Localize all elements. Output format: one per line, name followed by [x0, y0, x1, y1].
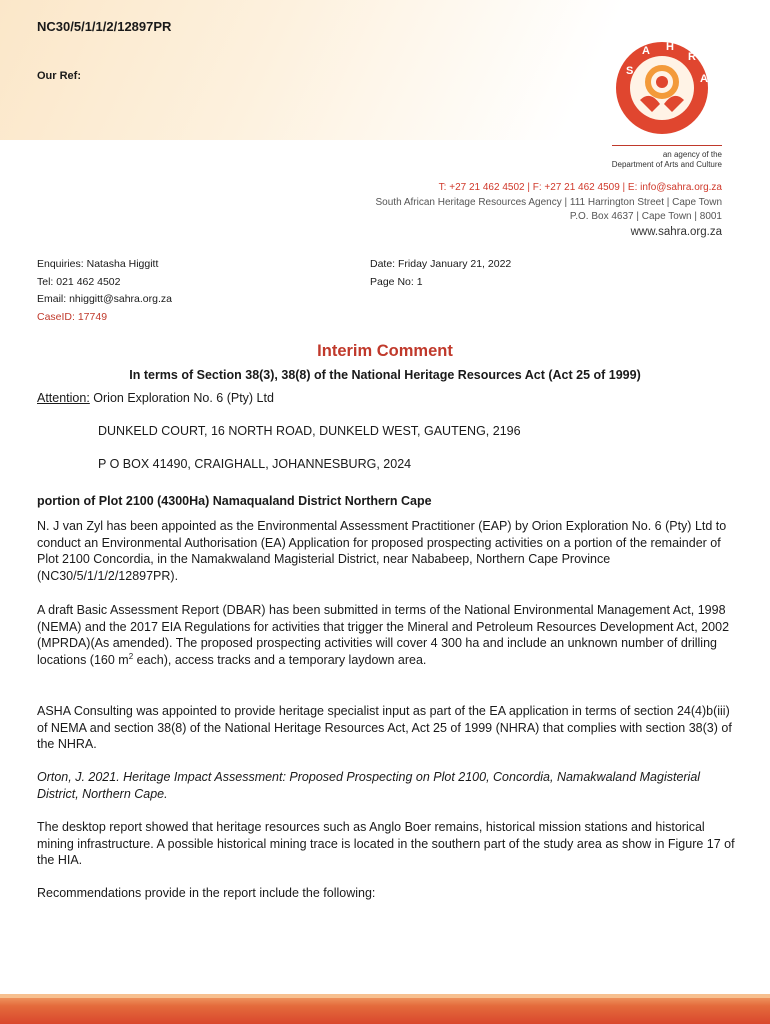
- agency-line1: an agency of the: [662, 150, 722, 159]
- paragraph-5: The desktop report showed that heritage resources such as Anglo Boer remains, historical mission stations and historical mining infrastructure. A possible historical mining trace is located in the southern part of the study area as show in Figure 17 of the HIA.: [37, 820, 735, 867]
- meta-block: [370, 256, 511, 291]
- paragraph-2-a: A draft Basic Assessment Report (DBAR) has been submitted in terms of the National Environmental Management Act, 1998 (NEMA) and the 2017 EIA Regulations for activities that trigger the Mineral and Petroleum Resources Development Act, 2002 (MPRDA)(As amended). The proposed prospecting activities will cover 4 300 ha and include an unknown number of drilling locations (160 m: [37, 603, 730, 667]
- paragraph-6: Recommendations provide in the report include the following:: [37, 886, 376, 900]
- document-subtitle: In terms of Section 38(3), 38(8) of the National Heritage Resources Act (Act 25 of 1999): [129, 368, 641, 382]
- document-date: Date: Friday January 21, 2022: [370, 258, 512, 270]
- attention-label: Attention:: [37, 391, 90, 405]
- attention-value: Orion Exploration No. 6 (Pty) Ltd: [89, 391, 274, 405]
- paragraph-2-b: each), access tracks and a temporary laydown area.: [133, 652, 427, 667]
- paragraph-2: [37, 602, 737, 668]
- paragraph-2-sup: 2: [128, 651, 134, 661]
- enquiries-block: [37, 256, 172, 326]
- contact-phones: T: +27 21 462 4502 | F: +27 21 462 4509 | E: info@sahra.org.za: [438, 182, 722, 193]
- logo-letter-s: S: [626, 65, 634, 77]
- contact-address2: P.O. Box 4637 | Cape Town | 8001: [569, 211, 722, 222]
- document-title: Interim Comment: [317, 342, 453, 360]
- footer-band-highlight: [0, 994, 770, 998]
- logo-letter-a1: A: [642, 45, 650, 57]
- agency-divider: [612, 145, 722, 146]
- agency-note: [612, 150, 722, 170]
- logo-letter-r: R: [688, 51, 696, 63]
- enquiries-tel: Tel: 021 462 4502: [37, 275, 121, 288]
- logo-letter-h: H: [666, 41, 674, 53]
- contact-address1: South African Heritage Resources Agency | 111 Harrington Street | Cape Town: [375, 196, 722, 208]
- section-heading: portion of Plot 2100 (4300Ha) Namaqualand District Northern Cape: [37, 494, 432, 508]
- paragraph-1: N. J van Zyl has been appointed as the Environmental Assessment Practitioner (EAP) by Orion Exploration No. 6 (Pty) Ltd to conduct an Environmental Authorisation (EA) Application for proposed prospecting activities on a portion of the remainder of Plot 2100 Concordia, in the Namakwaland Magisterial District, near Nababeep, Northern Cape Province (NC30/5/1/1/2/12897PR).: [37, 519, 727, 583]
- sahra-logo: [600, 38, 730, 138]
- paragraph-3: ASHA Consulting was appointed to provide heritage specialist input as part of the EA application in terms of section 24(4)b(iii) of NEMA and section 38(8) of the National Heritage Resources Act, Act 25 of 1999 (NHRA) that complies with section 38(3) of the NHRA.: [37, 704, 732, 751]
- paragraph-4-citation: Orton, J. 2021. Heritage Impact Assessment: Proposed Prospecting on Plot 2100, Concordia, Namakwaland Magisterial District, Northern Cape.: [37, 770, 701, 801]
- address-line2: P O BOX 41490, CRAIGHALL, JOHANNESBURG, 2024: [98, 457, 412, 471]
- page-number: Page No: 1: [370, 275, 423, 288]
- contact-block: [376, 181, 723, 239]
- logo-letter-a2: A: [700, 73, 708, 85]
- enquiries-name: Enquiries: Natasha Higgitt: [37, 258, 159, 270]
- case-id: CaseID: 17749: [37, 310, 108, 323]
- address-line1: DUNKELD COURT, 16 NORTH ROAD, DUNKELD WEST, GAUTENG, 2196: [98, 424, 521, 438]
- attention-line: [37, 391, 274, 405]
- footer-band: [0, 994, 770, 1024]
- enquiries-email[interactable]: Email: nhiggitt@sahra.org.za: [37, 293, 172, 305]
- agency-line2: Department of Arts and Culture: [611, 160, 722, 169]
- our-ref-label: Our Ref:: [37, 70, 81, 82]
- reference-number: NC30/5/1/1/2/12897PR: [37, 19, 172, 34]
- contact-website[interactable]: www.sahra.org.za: [630, 225, 722, 238]
